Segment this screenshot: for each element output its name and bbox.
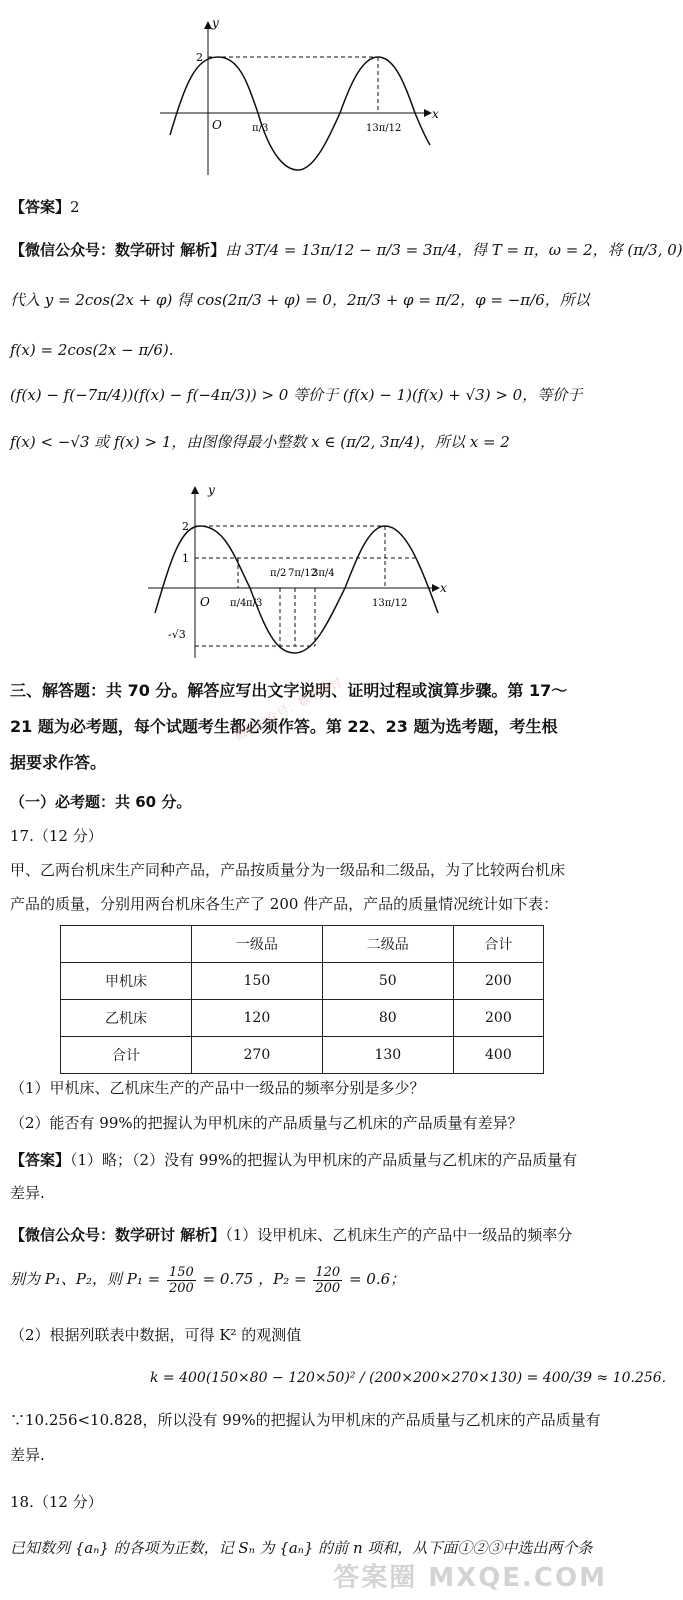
table-row bbox=[61, 963, 544, 1000]
table-cell: 二级品 bbox=[322, 926, 453, 963]
fraction-120-200: $\frac{120}{200}$ bbox=[315, 1264, 341, 1296]
q17-answer-label: 【答案】 bbox=[10, 1151, 71, 1169]
graph2-x-tick-4: 7π/12 bbox=[288, 568, 318, 579]
graph1-origin: O bbox=[212, 118, 222, 132]
q17-analysis-label: 【微信公众号：数学研讨 解析】 bbox=[10, 1226, 226, 1244]
answer-1 bbox=[10, 197, 80, 217]
table-cell: 一级品 bbox=[191, 926, 322, 963]
graph2-x-label: x bbox=[440, 581, 447, 595]
graph1-x-tick-1: π/3 bbox=[252, 123, 269, 134]
analysis-1-line-5: f(x) < −√3 或 f(x) > 1，由图像得最小整数 x ∈ (π/2, 3π/4)，所以 x = 2 bbox=[10, 433, 510, 451]
table-cell bbox=[61, 926, 192, 963]
section-3-title-2: 21 题为必考题，每个试题考生都必须作答。第 22、23 题为选考题，考生根 bbox=[10, 717, 558, 736]
fraction-150-200: $\frac{150}{200}$ bbox=[168, 1264, 194, 1296]
graph2-y-tick-2: 2 bbox=[182, 520, 189, 533]
graph2-origin: O bbox=[200, 595, 210, 609]
graph2-x-tick-1: π/4 bbox=[230, 598, 247, 609]
answer-1-label: 【答案】 bbox=[10, 198, 71, 216]
table-cell: 合计 bbox=[453, 926, 543, 963]
table-cell: 200 bbox=[453, 1000, 543, 1037]
table-cell: 乙机床 bbox=[61, 1000, 192, 1037]
section-3-title: 三、解答题：共 70 分。解答应写出文字说明、证明过程或演算步骤。第 17～ bbox=[10, 681, 568, 700]
q17-part-1: （1）甲机床、乙机床生产的产品中一级品的频率分别是多少？ bbox=[10, 1079, 425, 1097]
q17-conclusion-1: ∵10.256<10.828，所以没有 99%的把握认为甲机床的产品质量与乙机床的产品质量有 bbox=[10, 1411, 601, 1429]
analysis-1-line-2: 代入 y = 2cos(2x + φ) 得 cos(2π/3 + φ) = 0，2π/3 + φ = π/2，φ = −π/6，所以 bbox=[10, 291, 590, 309]
q17-analysis-line-1: 【微信公众号：数学研讨 解析】（1）设甲机床、乙机床生产的产品中一级品的频率分 bbox=[10, 1226, 573, 1244]
q17-answer-line-1: 【答案】（1）略；（2）没有 99%的把握认为甲机床的产品质量与乙机床的产品质量有 bbox=[10, 1151, 578, 1169]
table-cell: 80 bbox=[322, 1000, 453, 1037]
table-cell: 甲机床 bbox=[61, 963, 192, 1000]
graph-2 bbox=[140, 478, 460, 663]
analysis-1-line-1: 【微信公众号：数学研讨 解析】由 3T/4 = 13π/12 − π/3 = 3π/4，得 T = π，ω = 2，将 (π/3, 0) bbox=[10, 241, 683, 259]
analysis-1-line-3: f(x) = 2cos(2x − π/6). bbox=[10, 341, 174, 359]
q17-stem-2: 产品的质量，分别用两台机床各生产了 200 件产品，产品的质量情况统计如下表： bbox=[10, 895, 559, 913]
table-row bbox=[61, 1000, 544, 1037]
table-cell: 50 bbox=[322, 963, 453, 1000]
graph-1 bbox=[150, 15, 450, 180]
section-3-title-3: 据要求作答。 bbox=[10, 753, 107, 772]
graph2-y-tick-1: 1 bbox=[182, 552, 189, 565]
graph2-x-tick-2: π/3 bbox=[246, 598, 263, 609]
table-header-row bbox=[61, 926, 544, 963]
graph1-y-tick: 2 bbox=[196, 51, 203, 64]
table-cell: 合计 bbox=[61, 1037, 192, 1074]
graph2-y-label: y bbox=[208, 483, 215, 497]
analysis-1-line-4: (f(x) − f(−7π/4))(f(x) − f(−4π/3)) > 0 等价于 (f(x) − 1)(f(x) + √3) > 0，等价于 bbox=[10, 386, 583, 404]
graph2-y-tick-neg: -√3 bbox=[168, 628, 186, 641]
table-row bbox=[61, 1037, 544, 1074]
q17-table bbox=[60, 925, 544, 1074]
table-cell: 400 bbox=[453, 1037, 543, 1074]
graph2-x-tick-6: 13π/12 bbox=[372, 598, 408, 609]
q17-formula-k: k = 400(150×80 − 120×50)² / (200×200×270×130) = 400/39 ≈ 10.256. bbox=[150, 1370, 667, 1386]
table-cell: 200 bbox=[453, 963, 543, 1000]
q18-number: 18.（12 分） bbox=[10, 1493, 103, 1511]
graph1-x-tick-2: 13π/12 bbox=[366, 123, 402, 134]
q17-number: 17.（12 分） bbox=[10, 827, 103, 845]
q17-conclusion-2: 差异. bbox=[10, 1446, 45, 1464]
table-cell: 150 bbox=[191, 963, 322, 1000]
table-cell: 130 bbox=[322, 1037, 453, 1074]
graph2-x-tick-3: π/2 bbox=[270, 568, 287, 579]
q17-analysis-line-2: 别为 P₁、P₂，则 P₁ = $\frac{150}{200}$ = 0.75 ，P₂ = $\frac{120}{200}$ = 0.6； bbox=[10, 1264, 406, 1296]
q17-analysis-line-3: （2）根据列联表中数据，可得 K² 的观测值 bbox=[10, 1326, 302, 1344]
q17-part-2: （2）能否有 99%的把握认为甲机床的产品质量与乙机床的产品质量有差异？ bbox=[10, 1114, 523, 1132]
q17-stem-1: 甲、乙两台机床生产同种产品，产品按质量分为一级品和二级品，为了比较两台机床 bbox=[10, 861, 566, 879]
q18-stem: 已知数列 {aₙ} 的各项为正数，记 Sₙ 为 {aₙ} 的前 n 项和，从下面①②③中选出两个条 bbox=[10, 1539, 593, 1557]
graph1-y-label: y bbox=[212, 16, 219, 30]
graph2-x-tick-5: 3π/4 bbox=[312, 568, 335, 579]
q17-answer-line-2: 差异. bbox=[10, 1184, 45, 1202]
answer-1-value: 2 bbox=[70, 198, 80, 216]
table-cell: 120 bbox=[191, 1000, 322, 1037]
site-logo: 答案圈 MXQE.COM bbox=[333, 1563, 607, 1593]
watermark: 微信公众号：数学研讨 bbox=[231, 674, 345, 744]
graph1-x-label: x bbox=[432, 107, 439, 121]
section-3-sub: （一）必考题：共 60 分。 bbox=[10, 793, 192, 811]
analysis-1-label: 【微信公众号：数学研讨 解析】 bbox=[10, 241, 226, 259]
table-cell: 270 bbox=[191, 1037, 322, 1074]
